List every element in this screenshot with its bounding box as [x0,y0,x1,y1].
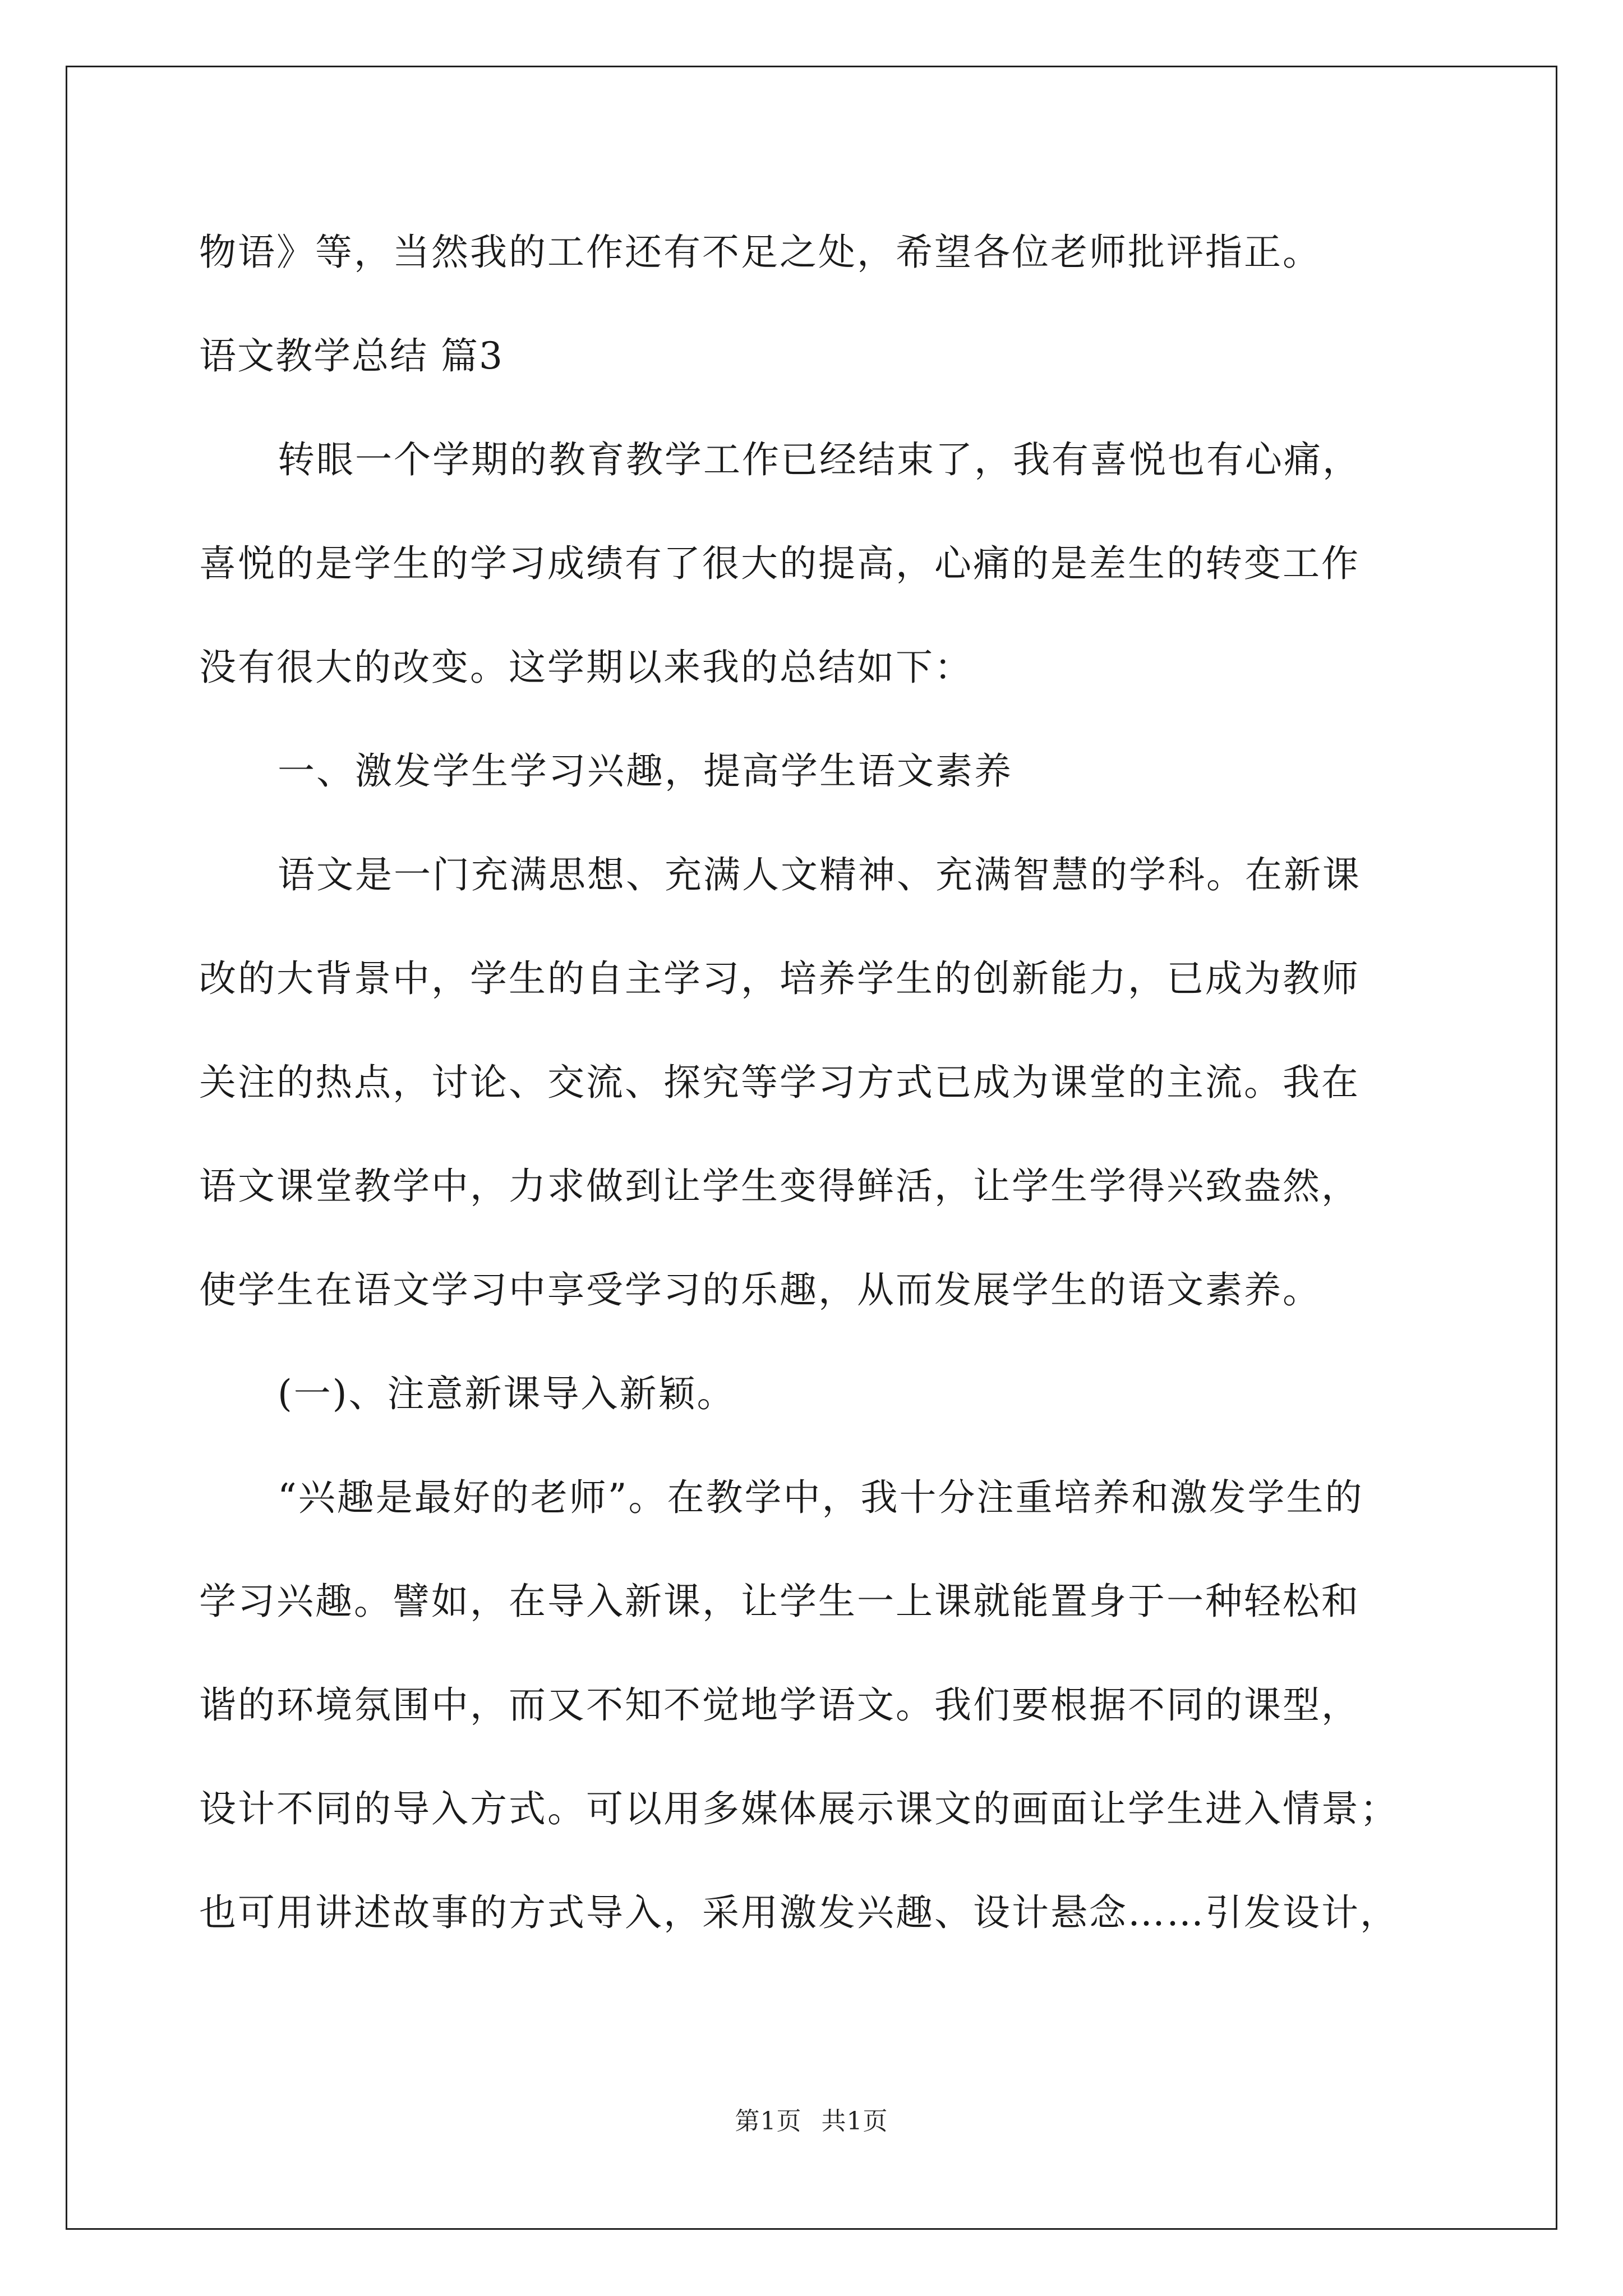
page-footer [0,2101,1623,2137]
paragraph-line: “兴趣是最好的老师”。在教学中，我十分注重培养和激发学生的 [278,1476,1364,1519]
paragraph-line: 语文是一门充满思想、充满人文精神、充满智慧的学科。在新课 [278,853,1361,896]
paragraph-line: 学习兴趣。譬如，在导入新课，让学生一上课就能置身于一种轻松和 [199,1580,1360,1623]
paragraph-line: 设计不同的导入方式。可以用多媒体展示课文的画面让学生进入情景； [199,1787,1399,1830]
paragraph-line: 改的大背景中，学生的自主学习，培养学生的创新能力，已成为教师 [199,957,1360,1000]
page-number-current: 第1页 [735,2107,802,2136]
paragraph-line: 物语》等，当然我的工作还有不足之处，希望各位老师批评指正。 [199,231,1321,274]
paragraph-line: 也可用讲述故事的方式导入，采用激发兴趣、设计悬念……引发设计， [199,1891,1399,1934]
page-number-total: 共1页 [821,2107,888,2136]
paragraph-line: 谐的环境氛围中，而又不知不觉地学语文。我们要根据不同的课型， [199,1683,1360,1727]
section-heading: 语文教学总结 篇3 [199,334,504,378]
subsection-heading: 一、激发学生学习兴趣，提高学生语文素养 [278,749,1013,793]
paragraph-line: 喜悦的是学生的学习成绩有了很大的提高，心痛的是差生的转变工作 [199,542,1360,585]
paragraph-line: 转眼一个学期的教育教学工作已经结束了，我有喜悦也有心痛， [278,438,1361,481]
document-body [199,224,1433,1989]
paragraph-line: 语文课堂教学中，力求做到让学生变得鲜活，让学生学得兴致盎然， [199,1165,1360,1208]
subsection-heading: (一)、注意新课导入新颖。 [278,1372,736,1415]
paragraph-line: 没有很大的改变。这学期以来我的总结如下： [199,646,973,689]
paragraph-line: 关注的热点，讨论、交流、探究等学习方式已成为课堂的主流。我在 [199,1061,1360,1104]
paragraph-line: 使学生在语文学习中享受学习的乐趣，从而发展学生的语文素养。 [199,1268,1321,1312]
